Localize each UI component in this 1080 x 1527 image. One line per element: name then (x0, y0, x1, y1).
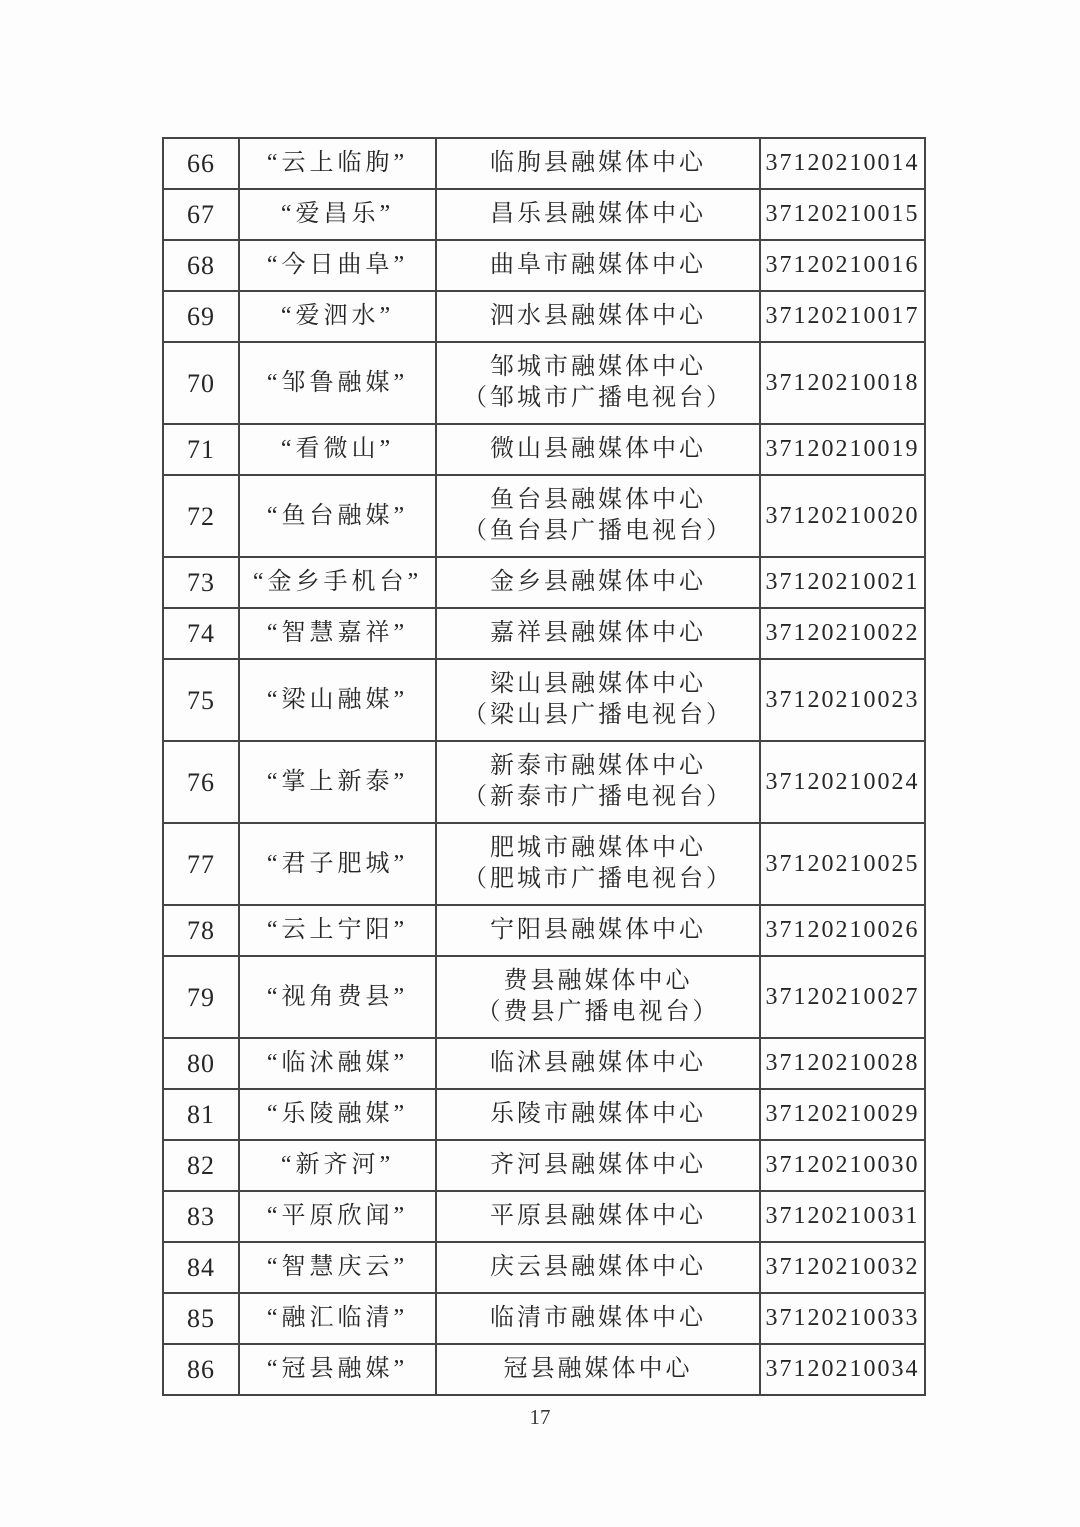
license-number-cell: 37120210017 (760, 291, 925, 342)
license-number-cell: 37120210018 (760, 342, 925, 424)
serial-number-cell: 83 (163, 1191, 239, 1242)
table-row (163, 475, 925, 557)
serial-number-cell: 77 (163, 823, 239, 905)
organization-line: 昌乐县融媒体中心 (490, 201, 706, 227)
serial-number-cell: 72 (163, 475, 239, 557)
app-name-cell: “看微山” (239, 424, 436, 475)
organization-line: （新泰市广播电视台） (463, 784, 733, 810)
organization-cell (436, 1242, 760, 1293)
organization-cell (436, 342, 760, 424)
license-number-cell: 37120210031 (760, 1191, 925, 1242)
table-row (163, 291, 925, 342)
table-row (163, 1089, 925, 1140)
page-number: 17 (529, 1405, 551, 1429)
organization-line: （邹城市广播电视台） (463, 385, 733, 411)
table-row (163, 1140, 925, 1191)
license-number-cell: 37120210027 (760, 956, 925, 1038)
license-number-cell: 37120210025 (760, 823, 925, 905)
organization-line: 冠县融媒体中心 (503, 1356, 693, 1382)
serial-number-cell: 76 (163, 741, 239, 823)
app-name-cell: “云上宁阳” (239, 905, 436, 956)
table-row (163, 1242, 925, 1293)
organization-line: 微山县融媒体中心 (490, 436, 706, 462)
license-number-cell: 37120210021 (760, 557, 925, 608)
serial-number-cell: 69 (163, 291, 239, 342)
license-number-cell: 37120210019 (760, 424, 925, 475)
organization-line: （梁山县广播电视台） (463, 702, 733, 728)
organization-line: 临朐县融媒体中心 (490, 150, 706, 176)
organization-line: 平原县融媒体中心 (490, 1203, 706, 1229)
serial-number-cell: 84 (163, 1242, 239, 1293)
organization-line: 邹城市融媒体中心 (490, 354, 706, 380)
organization-line: 曲阜市融媒体中心 (490, 252, 706, 278)
license-number-cell: 37120210015 (760, 189, 925, 240)
app-name-cell: “掌上新泰” (239, 741, 436, 823)
license-number-cell: 37120210029 (760, 1089, 925, 1140)
organization-cell (436, 659, 760, 741)
table-row (163, 1191, 925, 1242)
organization-line: （鱼台县广播电视台） (463, 518, 733, 544)
serial-number-cell: 68 (163, 240, 239, 291)
serial-number-cell: 66 (163, 138, 239, 189)
table-row (163, 905, 925, 956)
organization-cell (436, 1038, 760, 1089)
organization-cell (436, 823, 760, 905)
serial-number-cell: 79 (163, 956, 239, 1038)
app-name-cell: “视角费县” (239, 956, 436, 1038)
organization-line: 庆云县融媒体中心 (490, 1254, 706, 1280)
serial-number-cell: 67 (163, 189, 239, 240)
table-row (163, 659, 925, 741)
license-number-cell: 37120210016 (760, 240, 925, 291)
organization-line: 肥城市融媒体中心 (490, 835, 706, 861)
app-name-cell: “今日曲阜” (239, 240, 436, 291)
organization-cell (436, 608, 760, 659)
organization-line: 乐陵市融媒体中心 (490, 1101, 706, 1127)
table-row (163, 1344, 925, 1395)
app-name-cell: “新齐河” (239, 1140, 436, 1191)
organization-line: 费县融媒体中心 (503, 968, 693, 994)
table-row (163, 956, 925, 1038)
organization-line: 梁山县融媒体中心 (490, 671, 706, 697)
organization-cell (436, 1344, 760, 1395)
serial-number-cell: 82 (163, 1140, 239, 1191)
organization-cell (436, 1089, 760, 1140)
organization-cell (436, 956, 760, 1038)
serial-number-cell: 86 (163, 1344, 239, 1395)
table-row (163, 608, 925, 659)
serial-number-cell: 71 (163, 424, 239, 475)
organization-cell (436, 138, 760, 189)
app-name-cell: “平原欣闻” (239, 1191, 436, 1242)
license-number-cell: 37120210024 (760, 741, 925, 823)
table-row (163, 741, 925, 823)
organization-cell (436, 189, 760, 240)
organization-line: 嘉祥县融媒体中心 (490, 620, 706, 646)
organization-line: 临沭县融媒体中心 (490, 1050, 706, 1076)
serial-number-cell: 74 (163, 608, 239, 659)
license-number-cell: 37120210014 (760, 138, 925, 189)
app-name-cell: “融汇临清” (239, 1293, 436, 1344)
app-name-cell: “爱昌乐” (239, 189, 436, 240)
app-name-cell: “邹鲁融媒” (239, 342, 436, 424)
table-row (163, 1038, 925, 1089)
organization-line: 泗水县融媒体中心 (490, 303, 706, 329)
serial-number-cell: 73 (163, 557, 239, 608)
organization-line: （肥城市广播电视台） (463, 866, 733, 892)
license-table (162, 137, 926, 1396)
license-table-body (163, 138, 925, 1395)
table-row (163, 823, 925, 905)
organization-line: （费县广播电视台） (476, 999, 720, 1025)
app-name-cell: “君子肥城” (239, 823, 436, 905)
table-row (163, 1293, 925, 1344)
organization-cell (436, 240, 760, 291)
organization-line: 齐河县融媒体中心 (490, 1152, 706, 1178)
organization-cell (436, 1293, 760, 1344)
license-number-cell: 37120210028 (760, 1038, 925, 1089)
serial-number-cell: 85 (163, 1293, 239, 1344)
app-name-cell: “智慧庆云” (239, 1242, 436, 1293)
serial-number-cell: 80 (163, 1038, 239, 1089)
app-name-cell: “梁山融媒” (239, 659, 436, 741)
table-row (163, 138, 925, 189)
organization-cell (436, 741, 760, 823)
organization-cell (436, 557, 760, 608)
app-name-cell: “爱泗水” (239, 291, 436, 342)
organization-line: 新泰市融媒体中心 (490, 753, 706, 779)
app-name-cell: “金乡手机台” (239, 557, 436, 608)
license-number-cell: 37120210026 (760, 905, 925, 956)
organization-cell (436, 1191, 760, 1242)
organization-cell (436, 424, 760, 475)
license-number-cell: 37120210020 (760, 475, 925, 557)
license-number-cell: 37120210030 (760, 1140, 925, 1191)
license-number-cell: 37120210033 (760, 1293, 925, 1344)
table-row (163, 189, 925, 240)
license-number-cell: 37120210034 (760, 1344, 925, 1395)
license-number-cell: 37120210023 (760, 659, 925, 741)
license-number-cell: 37120210022 (760, 608, 925, 659)
table-row (163, 342, 925, 424)
table-row (163, 424, 925, 475)
table-row (163, 557, 925, 608)
serial-number-cell: 78 (163, 905, 239, 956)
license-number-cell: 37120210032 (760, 1242, 925, 1293)
serial-number-cell: 75 (163, 659, 239, 741)
app-name-cell: “智慧嘉祥” (239, 608, 436, 659)
table-row (163, 240, 925, 291)
organization-cell (436, 1140, 760, 1191)
organization-cell (436, 291, 760, 342)
app-name-cell: “临沭融媒” (239, 1038, 436, 1089)
app-name-cell: “乐陵融媒” (239, 1089, 436, 1140)
app-name-cell: “鱼台融媒” (239, 475, 436, 557)
organization-line: 金乡县融媒体中心 (490, 569, 706, 595)
serial-number-cell: 70 (163, 342, 239, 424)
app-name-cell: “冠县融媒” (239, 1344, 436, 1395)
organization-cell (436, 475, 760, 557)
organization-line: 鱼台县融媒体中心 (490, 487, 706, 513)
serial-number-cell: 81 (163, 1089, 239, 1140)
organization-line: 临清市融媒体中心 (490, 1305, 706, 1331)
organization-cell (436, 905, 760, 956)
app-name-cell: “云上临朐” (239, 138, 436, 189)
organization-line: 宁阳县融媒体中心 (490, 917, 706, 943)
